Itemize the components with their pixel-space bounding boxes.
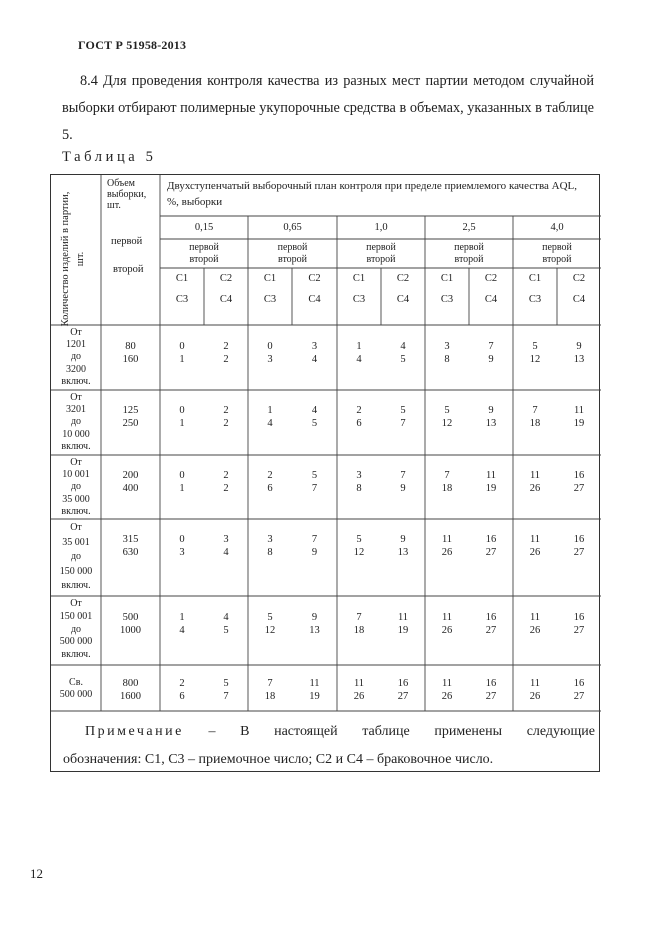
label-c3: С3	[352, 294, 366, 305]
cell-c4: 27	[573, 625, 585, 636]
cell-c1: 11	[529, 534, 541, 545]
cell-c3: 4	[267, 418, 273, 429]
cell-c2: 16	[573, 470, 585, 481]
volume-first: 200	[122, 470, 139, 481]
cell-c4: 9	[488, 354, 494, 365]
header-volume-second: второй	[113, 264, 144, 275]
cell-c4: 5	[311, 418, 318, 429]
volume-first: 80	[125, 341, 136, 352]
cell-c4: 2	[223, 354, 229, 365]
cell-c4: 7	[400, 418, 406, 429]
paragraph-8-4: 8.4 Для проведения контроля качества из разных мест партии методом случайной выборки отбирают полимерные укупорочные средства в объемах, указанных в таблице 5.	[62, 73, 594, 143]
cell-c3: 8	[267, 547, 273, 558]
cell-c1: 0	[179, 405, 185, 416]
cell-c4: 13	[573, 354, 585, 365]
cell-c3: 18	[441, 483, 453, 494]
note-lead: Примечание	[85, 724, 184, 739]
cell-c4: 27	[573, 483, 585, 494]
label-c2: С2	[484, 273, 498, 284]
cell-c1: 0	[179, 470, 185, 481]
cell-c1: 7	[356, 612, 362, 623]
cell-c4: 13	[485, 418, 497, 429]
cell-c4: 19	[309, 691, 320, 702]
cell-c3: 1	[179, 418, 185, 429]
sub-second: второй	[542, 254, 572, 265]
cell-c2: 11	[485, 470, 497, 481]
label-c1: С1	[263, 273, 277, 284]
cell-c3: 8	[444, 354, 450, 365]
cell-c3: 18	[529, 418, 541, 429]
cell-c3: 26	[529, 547, 541, 558]
cell-c3: 12	[264, 625, 276, 636]
cell-c3: 6	[179, 691, 185, 702]
cell-c4: 9	[400, 483, 406, 494]
label-c4: С4	[396, 294, 410, 305]
cell-c1: 11	[529, 470, 541, 481]
volume-second: 1600	[120, 691, 141, 702]
volume-second: 400	[122, 483, 139, 494]
cell-c3: 4	[356, 354, 362, 365]
cell-c2: 9	[400, 534, 406, 545]
cell-c1: 3	[267, 534, 273, 545]
volume-first: 315	[122, 534, 139, 545]
cell-c3: 12	[529, 354, 541, 365]
sub-first: первой	[277, 242, 308, 253]
sub-second: второй	[277, 254, 308, 265]
cell-c1: 7	[532, 405, 538, 416]
cell-c1: 0	[267, 341, 273, 352]
cell-c4: 19	[485, 483, 497, 494]
cell-c4: 13	[309, 625, 320, 636]
cell-c3: 26	[441, 625, 453, 636]
cell-c2: 5	[311, 470, 318, 481]
cell-c1: 5	[444, 405, 450, 416]
label-c2: С2	[396, 273, 410, 284]
cell-c3: 3	[267, 354, 273, 365]
label-c1: С1	[440, 273, 454, 284]
cell-c2: 4	[400, 341, 406, 352]
label-c1: С1	[352, 273, 366, 284]
cell-c2: 5	[223, 678, 229, 689]
cell-c3: 8	[356, 483, 362, 494]
cell-c3: 6	[267, 483, 273, 494]
table-note	[63, 718, 595, 774]
cell-c2: 4	[311, 405, 318, 416]
document-header: ГОСТ Р 51958-2013	[78, 38, 187, 52]
aql-value: 0,15	[194, 222, 214, 233]
cell-c2: 16	[485, 678, 497, 689]
cell-c3: 3	[179, 547, 185, 558]
cell-c2: 2	[223, 341, 229, 352]
sub-second: второй	[189, 254, 219, 265]
label-c2: С2	[572, 273, 586, 284]
note-line-2: обозначения: С1, С3 – приемочное число; С2 и С4 – браковочное число.	[63, 752, 494, 767]
label-c3: С3	[528, 294, 542, 305]
cell-c1: 1	[179, 612, 185, 623]
cell-c2: 9	[488, 405, 494, 416]
cell-c2: 9	[576, 341, 582, 352]
cell-c2: 7	[400, 470, 406, 481]
table-5	[50, 174, 600, 772]
cell-c2: 11	[309, 678, 320, 689]
note-line-1	[63, 718, 595, 746]
cell-c3: 18	[264, 691, 276, 702]
volume-first: 800	[122, 678, 139, 689]
cell-c2: 3	[223, 534, 229, 545]
cell-c1: 5	[267, 612, 273, 623]
label-c4: С4	[572, 294, 586, 305]
cell-c3: 1	[179, 354, 185, 365]
cell-c1: 5	[356, 534, 362, 545]
volume-second: 1000	[120, 625, 141, 636]
cell-c4: 27	[485, 625, 497, 636]
cell-c4: 13	[397, 547, 409, 558]
cell-c2: 16	[397, 678, 409, 689]
volume-second: 160	[122, 354, 139, 365]
cell-c2: 5	[400, 405, 406, 416]
cell-c2: 11	[573, 405, 585, 416]
cell-c4: 27	[573, 691, 585, 702]
cell-c4: 4	[311, 354, 318, 365]
cell-c2: 2	[223, 470, 229, 481]
cell-c4: 27	[485, 691, 497, 702]
aql-value: 4,0	[550, 222, 564, 233]
cell-c1: 11	[441, 678, 453, 689]
sub-second: второй	[366, 254, 396, 265]
cell-c2: 16	[573, 612, 585, 623]
lot-range: От 150 001 до 500 000 включ.	[59, 598, 93, 661]
cell-c1: 2	[356, 405, 362, 416]
aql-value: 2,5	[462, 222, 476, 233]
cell-c1: 7	[267, 678, 273, 689]
cell-c2: 16	[485, 534, 497, 545]
cell-c1: 11	[441, 534, 453, 545]
label-c2: С2	[308, 273, 321, 284]
cell-c2: 2	[223, 405, 229, 416]
cell-c1: 2	[267, 470, 273, 481]
cell-c1: 11	[529, 678, 541, 689]
label-c4: С4	[308, 294, 321, 305]
aql-value: 1,0	[374, 222, 388, 233]
label-c1: С1	[175, 273, 189, 284]
table-caption: Таблица 5	[62, 149, 157, 165]
lot-range: От 35 001 до 150 000 включ.	[59, 522, 93, 591]
cell-c2: 7	[311, 534, 318, 545]
sub-second: второй	[454, 254, 484, 265]
lot-range: От 10 001 до 35 000 включ.	[61, 457, 91, 517]
aql-value: 0,65	[283, 222, 302, 233]
header-sample-volume: Объем выборки, шт.	[107, 178, 147, 211]
cell-c4: 2	[223, 418, 229, 429]
cell-c4: 27	[485, 547, 497, 558]
cell-c4: 5	[400, 354, 406, 365]
cell-c3: 26	[353, 691, 365, 702]
cell-c3: 26	[529, 691, 541, 702]
volume-first: 500	[122, 612, 139, 623]
cell-c2: 4	[223, 612, 229, 623]
cell-c2: 7	[488, 341, 494, 352]
sub-first: первой	[454, 242, 484, 253]
cell-c4: 27	[397, 691, 409, 702]
lot-range: Св. 500 000	[59, 677, 93, 700]
cell-c3: 18	[353, 625, 365, 636]
cell-c2: 9	[311, 612, 318, 623]
lot-range: От 3201 до 10 000 включ.	[61, 392, 91, 452]
cell-c3: 1	[179, 483, 185, 494]
cell-c3: 6	[356, 418, 362, 429]
cell-c3: 4	[179, 625, 185, 636]
volume-second: 630	[122, 547, 139, 558]
cell-c1: 5	[532, 341, 538, 352]
cell-c1: 11	[529, 612, 541, 623]
cell-c1: 1	[356, 341, 362, 352]
header-lot-size: Количество изделий в партии, шт.	[60, 191, 86, 327]
cell-c4: 4	[223, 547, 229, 558]
cell-c4: 19	[397, 625, 409, 636]
cell-c4: 7	[311, 483, 318, 494]
volume-second: 250	[122, 418, 139, 429]
cell-c2: 16	[573, 678, 585, 689]
cell-c1: 7	[444, 470, 450, 481]
cell-c2: 16	[573, 534, 585, 545]
cell-c3: 12	[441, 418, 453, 429]
cell-c4: 7	[223, 691, 229, 702]
cell-c1: 3	[444, 341, 450, 352]
cell-c3: 26	[441, 547, 453, 558]
cell-c2: 16	[485, 612, 497, 623]
label-c3: С3	[263, 294, 277, 305]
cell-c1: 0	[179, 341, 185, 352]
page-number: 12	[30, 866, 43, 881]
cell-c3: 26	[529, 483, 541, 494]
sub-first: первой	[542, 242, 572, 253]
cell-c3: 26	[529, 625, 541, 636]
cell-c2: 11	[397, 612, 409, 623]
volume-first: 125	[122, 405, 139, 416]
cell-c2: 3	[311, 341, 318, 352]
cell-c4: 27	[573, 547, 585, 558]
cell-c1: 3	[356, 470, 362, 481]
label-c3: С3	[440, 294, 454, 305]
header-volume-first: первой	[111, 236, 143, 247]
header-plan: Двухступенчатый выборочный план контроля при пределе приемлемого качества AQL, %, выборки	[167, 180, 577, 208]
cell-c4: 2	[223, 483, 229, 494]
cell-c1: 0	[179, 534, 185, 545]
lot-range: От 1201 до 3200 включ.	[61, 327, 91, 387]
label-c3: С3	[175, 294, 189, 305]
label-c2: С2	[219, 273, 233, 284]
sub-first: первой	[189, 242, 219, 253]
note-text: – В настоящей таблице применены следующие	[183, 724, 595, 739]
cell-c4: 5	[223, 625, 229, 636]
cell-c1: 11	[353, 678, 365, 689]
cell-c4: 19	[573, 418, 585, 429]
label-c4: С4	[484, 294, 498, 305]
sub-first: первой	[366, 242, 396, 253]
cell-c1: 11	[441, 612, 453, 623]
cell-c1: 2	[179, 678, 185, 689]
cell-c3: 12	[353, 547, 365, 558]
label-c1: С1	[528, 273, 542, 284]
cell-c1: 1	[267, 405, 273, 416]
cell-c3: 26	[441, 691, 453, 702]
label-c4: С4	[219, 294, 233, 305]
cell-c4: 9	[311, 547, 318, 558]
